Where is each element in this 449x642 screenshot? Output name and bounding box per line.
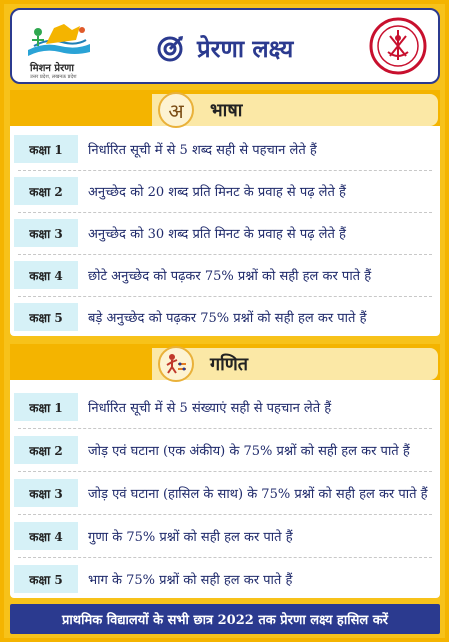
up-emblem-icon xyxy=(368,16,428,76)
table-row xyxy=(10,390,440,424)
class-label: कक्षा 2 xyxy=(14,436,78,464)
class-label: कक्षा 5 xyxy=(14,565,78,593)
math-section-header xyxy=(10,344,440,380)
language-section-bar xyxy=(152,94,438,126)
row-description: छोटे अनुच्छेद को पढ़कर 75% प्रश्नों को सही हल कर पाते हैं xyxy=(88,269,372,284)
math-section-emblem xyxy=(158,346,194,382)
abacus-figure-icon xyxy=(164,352,188,376)
language-section-header xyxy=(10,90,440,126)
row-description: अनुच्छेद को 20 शब्द प्रति मिनट के प्रवाह से पढ़ लेते हैं xyxy=(88,185,346,200)
row-divider xyxy=(18,471,432,472)
row-description: निर्धारित सूची में से 5 शब्द सही से पहचान लेते हैं xyxy=(88,143,317,158)
row-description: भाग के 75% प्रश्नों को सही हल कर पाते हैं xyxy=(88,573,293,588)
table-row xyxy=(10,132,440,166)
table-row xyxy=(10,562,440,596)
table-row xyxy=(10,476,440,510)
logo-left-title: मिशन प्रेरणा xyxy=(30,63,75,74)
row-description: बड़े अनुच्छेद को पढ़कर 75% प्रश्नों को सही हल कर पाते हैं xyxy=(88,311,367,326)
class-label: कक्षा 3 xyxy=(14,219,78,247)
table-row xyxy=(10,216,440,250)
class-label: कक्षा 2 xyxy=(14,177,78,205)
row-description: जोड़ एवं घटाना (एक अंकीय) के 75% प्रश्नों को सही हल कर पाते हैं xyxy=(88,444,410,459)
page-title: प्रेरणा लक्ष्य xyxy=(197,33,294,63)
footer-banner: प्राथमिक विद्यालयों के सभी छात्र 2022 तक प्रेरणा लक्ष्य हासिल करें xyxy=(10,604,440,634)
row-divider xyxy=(18,170,432,171)
row-divider xyxy=(18,254,432,255)
row-description: अनुच्छेद को 30 शब्द प्रति मिनट के प्रवाह से पढ़ लेते हैं xyxy=(88,227,346,242)
page-title-wrap xyxy=(157,30,293,66)
row-divider xyxy=(18,212,432,213)
table-row xyxy=(10,300,440,334)
class-label: कक्षा 4 xyxy=(14,522,78,550)
language-section-title: भाषा xyxy=(210,100,243,121)
table-row xyxy=(10,433,440,467)
row-description: गुणा के 75% प्रश्नों को सही हल कर पाते हैं xyxy=(88,530,293,545)
table-row xyxy=(10,519,440,553)
table-row xyxy=(10,174,440,208)
row-divider xyxy=(18,514,432,515)
row-divider xyxy=(18,428,432,429)
row-divider xyxy=(18,296,432,297)
math-section xyxy=(10,344,440,598)
language-letter-icon: अ xyxy=(158,92,194,128)
mission-prerna-logo xyxy=(24,16,94,78)
up-government-logo xyxy=(368,16,428,76)
row-description: निर्धारित सूची में से 5 संख्याएं सही से पहचान लेते हैं xyxy=(88,401,332,416)
mission-prerna-logo-icon xyxy=(24,16,94,60)
class-label: कक्षा 5 xyxy=(14,303,78,331)
class-label: कक्षा 1 xyxy=(14,135,78,163)
row-divider xyxy=(18,557,432,558)
class-label: कक्षा 3 xyxy=(14,479,78,507)
header xyxy=(10,8,440,84)
language-section xyxy=(10,90,440,336)
table-row xyxy=(10,258,440,292)
class-label: कक्षा 4 xyxy=(14,261,78,289)
target-icon xyxy=(157,34,185,62)
class-label: कक्षा 1 xyxy=(14,393,78,421)
logo-left-subtitle: उत्तर प्रदेश, लखनऊ प्रदेश xyxy=(30,74,77,80)
row-description: जोड़ एवं घटाना (हासिल के साथ) के 75% प्रश्नों को सही हल कर पाते हैं xyxy=(88,487,428,502)
math-section-title: गणित xyxy=(210,354,249,375)
math-section-bar xyxy=(152,348,438,380)
